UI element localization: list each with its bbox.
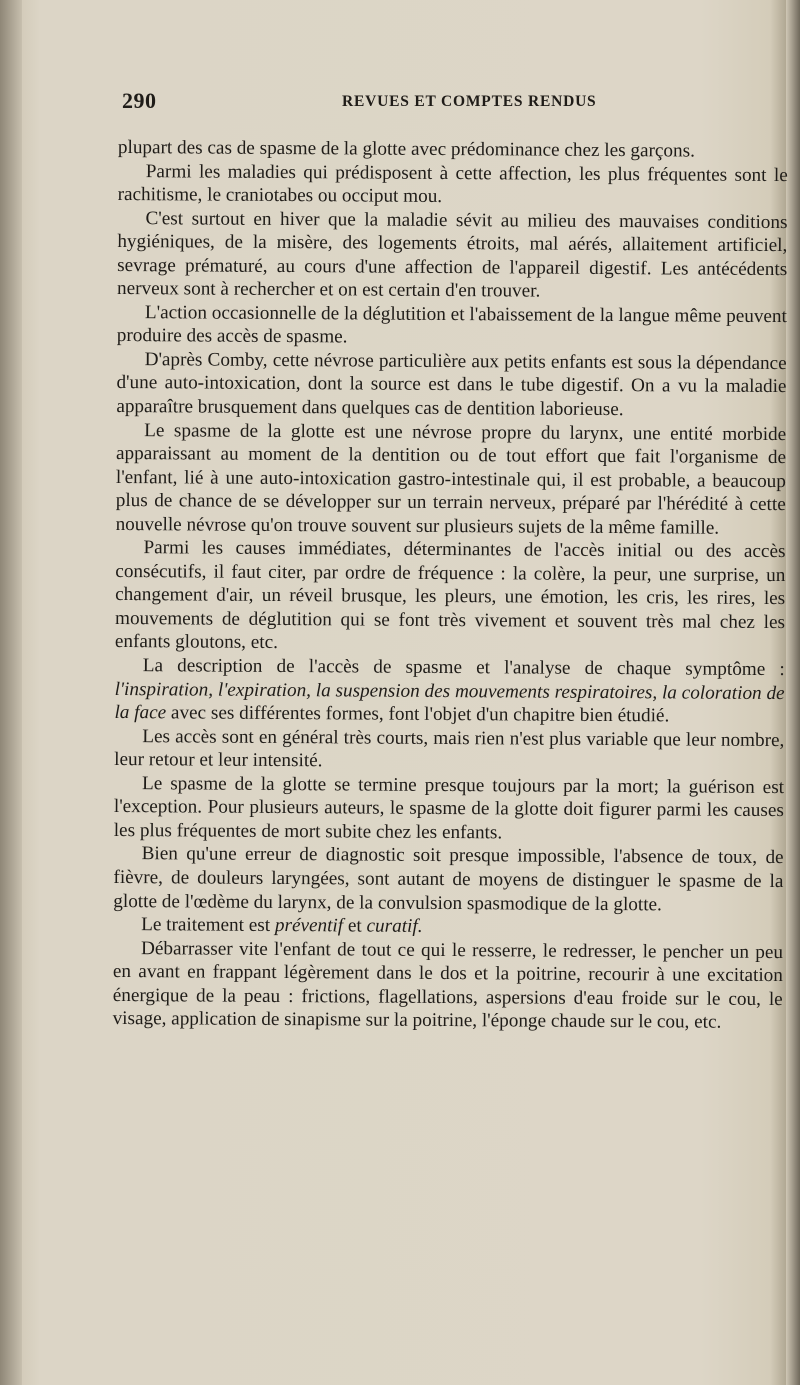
paragraph	[114, 772, 784, 847]
paragraph-text: avec ses différentes formes, font l'objet d'un chapitre bien étudié.	[166, 702, 670, 727]
paragraph-text: et	[343, 915, 367, 937]
paragraph	[113, 937, 784, 1035]
paragraph	[114, 725, 784, 776]
paragraph-text: D'après Comby, cette névrose particulière aux petits enfants est sous la dépendance d'une auto-intoxication, dont la source est dans le tube digestif. On a vu la maladie apparaître brusquement dans quelques cas de dentition laborieuse.	[116, 349, 787, 421]
italic-text: l'inspiration, l'expiration, la suspension des mouvements respiratoires, la coloration de la face	[114, 678, 785, 724]
body-text	[113, 136, 788, 1035]
paragraph-text: C'est surtout en hiver que la maladie sévit au milieu des mauvaises conditions hygiéniques, de la misère, des logements étroits, mal aérés, allaitement artificiel, sevrage prématuré, au cours d'une affection de l'appareil digestif. Les antécédents nerveux sont à rechercher et on est certain d'en trouver.	[117, 207, 788, 302]
paragraph-text: Les accès sont en général très courts, mais rien n'est plus variable que leur nombre, leur retour et leur intensité.	[114, 725, 785, 772]
paragraph-text: Parmi les causes immédiates, déterminantes de l'accès initial ou des accès consécutifs, il faut citer, par ordre de fréquence : la colère, la peur, une surprise, un changement d'air, un réveil brusque, les pleurs, une émotion, les cris, les rires, les mouvements de déglutition qui se font très vivement et souvent très mal chez les enfants gloutons, etc.	[114, 537, 786, 654]
paragraph-text: Le traitement est	[141, 914, 275, 937]
paragraph	[113, 842, 783, 917]
paragraph-text: plupart des cas de spasme de la glotte avec prédominance chez les garçons.	[117, 136, 695, 162]
paragraph-text: Bien qu'une erreur de diagnostic soit presque impossible, l'absence de toux, de fièvre, de douleurs laryngées, sont autant de moyens de distinguer le spasme de la glotte de l'œdème du larynx, de la convulsion spasmodique de la glotte.	[113, 843, 784, 915]
paragraph	[115, 536, 786, 658]
paragraph	[113, 913, 783, 941]
paragraph	[116, 348, 786, 423]
running-title: REVUES ET COMPTES RENDUS	[342, 93, 597, 110]
paragraph	[118, 160, 788, 211]
page-left-shadow	[0, 0, 22, 1385]
paragraph	[118, 136, 788, 164]
paragraph-text: La description de l'accès de spasme et l'analyse de chaque symptôme :	[142, 655, 785, 681]
page-number: 290	[122, 88, 157, 113]
paragraph	[117, 301, 787, 352]
page-header	[122, 88, 782, 118]
paragraph	[117, 207, 788, 305]
paragraph-text: Le spasme de la glotte se termine presque toujours par la mort; la guérison est l'exception. Pour plusieurs auteurs, le spasme de la glotte doit figurer parmi les causes les plus fréquentes de mort subite chez les enfants.	[113, 772, 785, 844]
paragraph	[114, 654, 784, 729]
page-right-edge	[786, 0, 800, 1385]
paragraph-text: Parmi les maladies qui prédisposent à cette affection, les plus fréquentes sont le rachitisme, le craniotabes ou occiput mou.	[117, 160, 788, 208]
paragraph-text: Débarrasser vite l'enfant de tout ce qui le resserre, le redresser, le pencher un peu en avant en frappant légèrement dans le dos et la poitrine, recourir à une excitation énergique de la peau : frictions, flagellations, aspersions d'eau froide sur le cou, le visage, application de sinapisme sur la poitrine, l'éponge chaude sur le cou, etc.	[112, 937, 784, 1033]
italic-text: préventif	[274, 915, 344, 937]
paragraph	[116, 419, 787, 541]
italic-text: curatif.	[366, 915, 423, 937]
paragraph-text: L'action occasionnelle de la déglutition et l'abaissement de la langue même peuvent produire des accès de spasme.	[116, 301, 787, 348]
paragraph-text: Le spasme de la glotte est une névrose propre du larynx, une entité morbide apparaissant au moment de la dentition ou de tout effort que fait l'organisme de l'enfant, lié à une auto-intoxication gastro-intestinale qui, il est probable, a beaucoup plus de chance de se développer sur un terrain nerveux, préparé par l'hérédité à cette nouvelle névrose qu'on trouve souvent sur plusieurs sujets de la même famille.	[115, 419, 787, 539]
